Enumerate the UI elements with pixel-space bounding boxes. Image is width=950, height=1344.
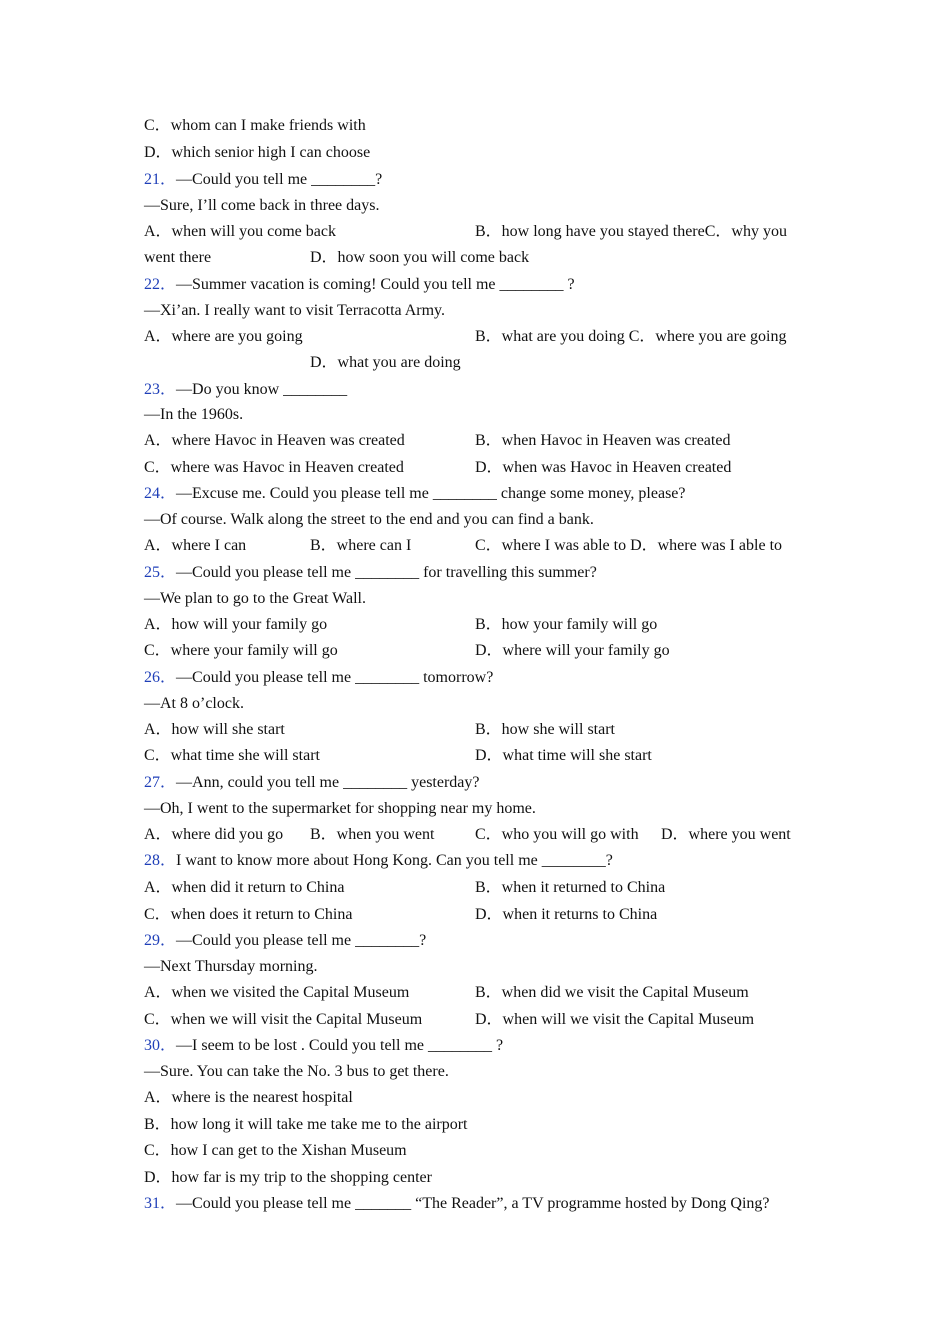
option-a: A．where I can [144, 537, 247, 554]
question-number: 26． [144, 669, 177, 686]
option-a: A．when we visited the Capital Museum [144, 984, 410, 1001]
option-d: D．how soon you will come back [310, 249, 530, 266]
question-text: —Excuse me. Could you please tell me ________ change some money, please? [176, 485, 686, 502]
question-text: —Could you please tell me _______ “The Reader”, a TV programme hosted by Dong Qing? [176, 1195, 770, 1212]
question-29 [144, 931, 426, 951]
option-a: A．where Havoc in Heaven was created [144, 432, 405, 449]
option-c-d: C．where I was able to D．where was I able to [475, 537, 783, 554]
option-a: A．how will she start [144, 721, 285, 738]
question-text: —Could you please tell me ________? [176, 932, 427, 949]
question-24 [144, 484, 686, 504]
dialogue-reply: —Sure. You can take the No. 3 bus to get there. [144, 1063, 449, 1080]
question-number: 24． [144, 485, 177, 502]
option-d: D．which senior high I can choose [144, 144, 371, 161]
option-b: B．when Havoc in Heaven was created [475, 432, 731, 449]
option-c: C．who you will go with [475, 826, 639, 843]
option-b: B．how she will start [475, 721, 615, 738]
option-c: C．when does it return to China [144, 906, 353, 923]
option-b: B．when did we visit the Capital Museum [475, 984, 749, 1001]
option-a: A．when did it return to China [144, 879, 345, 896]
dialogue-reply: —Xi’an. I really want to visit Terracotta Army. [144, 302, 446, 319]
question-text: —Do you know ________ [176, 381, 348, 398]
question-26 [144, 668, 493, 688]
option-d: D．what you are doing [310, 354, 461, 371]
question-text: —I seem to be lost . Could you tell me ________ ? [176, 1037, 504, 1054]
option-a: A．where are you going [144, 328, 303, 345]
question-number: 23． [144, 381, 177, 398]
question-text: —Could you tell me ________? [176, 171, 383, 188]
option-a: A．where is the nearest hospital [144, 1089, 353, 1106]
option-d: D．when will we visit the Capital Museum [475, 1011, 755, 1028]
dialogue-reply: —At 8 o’clock. [144, 695, 244, 712]
question-text: —Could you please tell me ________ tomorrow? [176, 669, 494, 686]
option-wrap-text: went there [144, 249, 212, 266]
question-number: 31． [144, 1195, 177, 1212]
option-c: C．whom can I make friends with [144, 117, 366, 134]
option-b-c: B．what are you doing C．where you are going [475, 328, 787, 345]
option-c: C．how I can get to the Xishan Museum [144, 1142, 407, 1159]
option-c: C．when we will visit the Capital Museum [144, 1011, 423, 1028]
dialogue-reply: —Sure, I’ll come back in three days. [144, 197, 380, 214]
question-number: 28． [144, 852, 177, 869]
option-d: D．what time will she start [475, 747, 652, 764]
question-number: 29． [144, 932, 177, 949]
question-text: —Summer vacation is coming! Could you tell me ________ ? [176, 276, 575, 293]
option-b: B．how your family will go [475, 616, 658, 633]
option-b: B．how long it will take me take me to the airport [144, 1116, 468, 1133]
option-b: B．when it returned to China [475, 879, 666, 896]
question-text: —Could you please tell me ________ for travelling this summer? [176, 564, 597, 581]
dialogue-reply: —In the 1960s. [144, 406, 244, 423]
option-a: A．how will your family go [144, 616, 328, 633]
dialogue-reply: —Oh, I went to the supermarket for shopping near my home. [144, 800, 536, 817]
dialogue-reply: —Next Thursday morning. [144, 958, 318, 975]
option-a: A．when will you come back [144, 223, 336, 240]
option-c: C．where your family will go [144, 642, 338, 659]
option-c: C．what time she will start [144, 747, 320, 764]
option-b: B．where can I [310, 537, 412, 554]
question-text: I want to know more about Hong Kong. Can you tell me ________? [176, 852, 613, 869]
option-d: D．how far is my trip to the shopping center [144, 1169, 432, 1186]
dialogue-reply: —We plan to go to the Great Wall. [144, 590, 366, 607]
option-d: D．when it returns to China [475, 906, 658, 923]
option-d: D．when was Havoc in Heaven created [475, 459, 732, 476]
question-30 [144, 1036, 503, 1056]
dialogue-reply: —Of course. Walk along the street to the end and you can find a bank. [144, 511, 594, 528]
question-text: —Ann, could you tell me ________ yesterday? [176, 774, 480, 791]
question-number: 30． [144, 1037, 177, 1054]
question-21 [144, 170, 382, 190]
option-b: B．when you went [310, 826, 435, 843]
option-d: D．where you went [661, 826, 791, 843]
option-d: D．where will your family go [475, 642, 670, 659]
question-31 [144, 1194, 770, 1214]
option-a: A．where did you go [144, 826, 284, 843]
question-23 [144, 380, 347, 400]
question-number: 22． [144, 276, 177, 293]
question-27 [144, 773, 480, 793]
question-28 [144, 851, 613, 871]
question-number: 25． [144, 564, 177, 581]
option-c: C．where was Havoc in Heaven created [144, 459, 404, 476]
question-25 [144, 563, 597, 583]
question-number: 21． [144, 171, 177, 188]
question-22 [144, 275, 575, 295]
option-b-c: B．how long have you stayed thereC．why you [475, 223, 787, 240]
question-number: 27． [144, 774, 177, 791]
